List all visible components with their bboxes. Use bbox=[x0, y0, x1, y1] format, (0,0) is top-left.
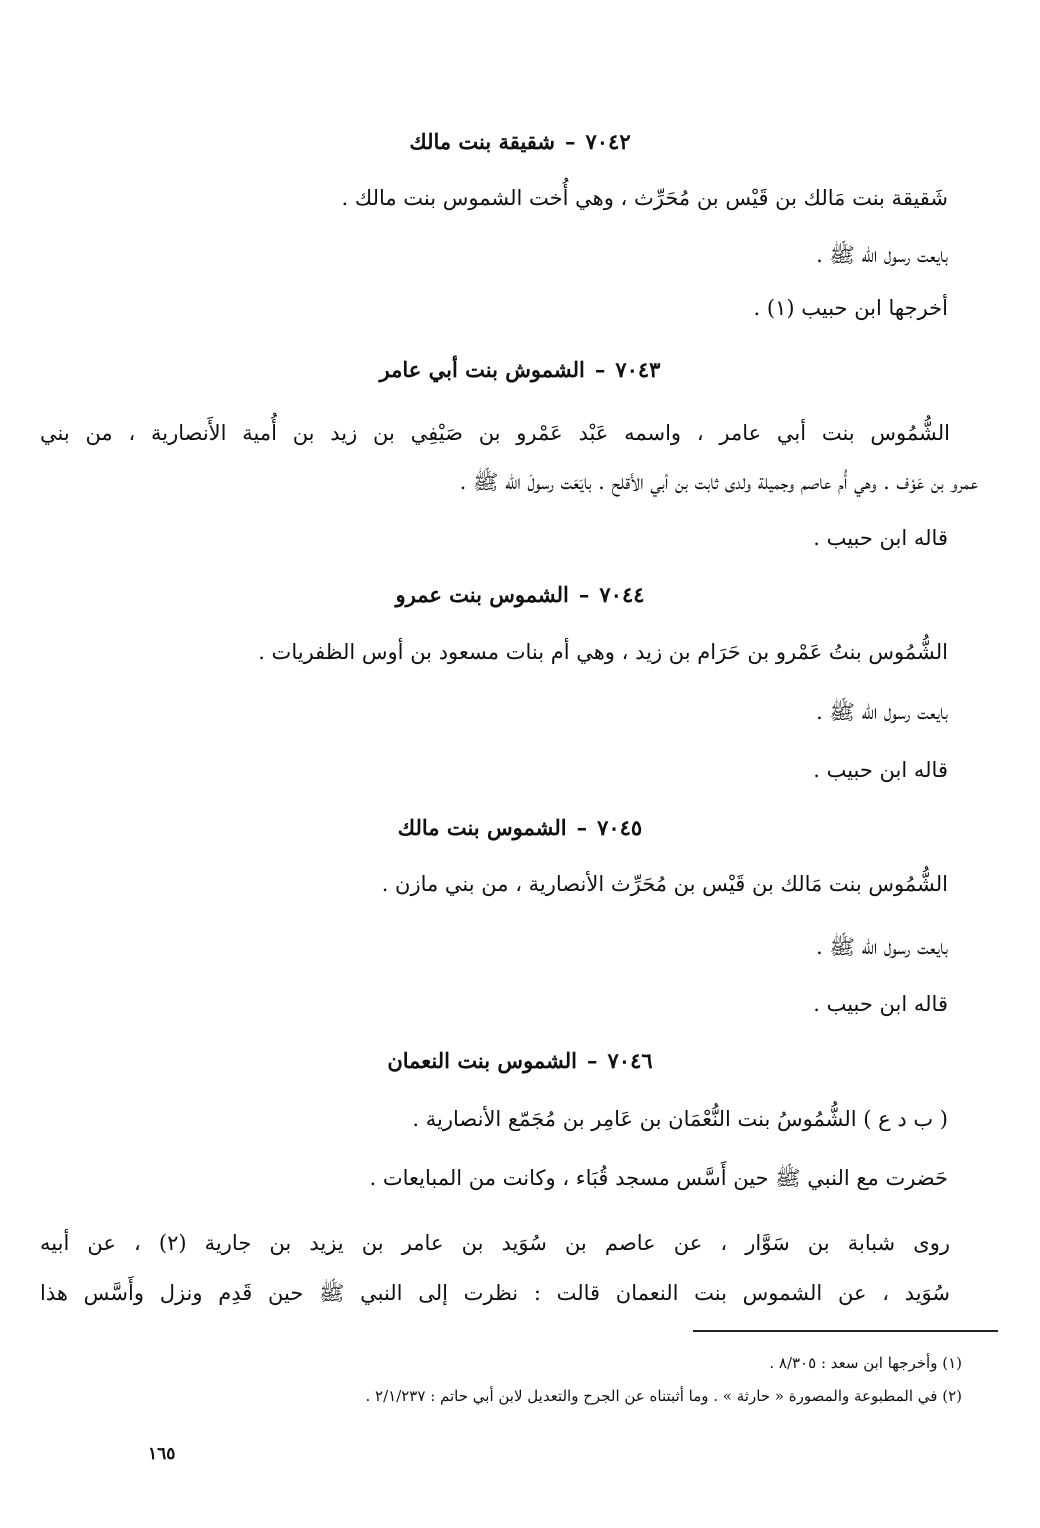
footnote-divider bbox=[693, 1330, 998, 1332]
entry-text-line: الشُّمُوس بنت أبي عامر ، واسمه عَبْد عَمْرو بن صَيْفِي بن زيد بن أُمية الأَنصارية ، من بني bbox=[40, 421, 950, 445]
entry-text-line: شَقيقة بنت مَالك بن قَيْس بن مُحَرِّث ، وهي أُخت الشموس بنت مالك . bbox=[341, 186, 948, 210]
entry-number: ٧٠٤٤ bbox=[599, 582, 645, 607]
entry-text-line: سُوَيد ، عن الشموس بنت النعمان قالت : نظرت إلى النبي ﷺ حين قَدِم ونزل وأَسَّس هذا bbox=[40, 1281, 950, 1305]
footnote: (٢) في المطبوعة والمصورة « حارثة » . وما أثبتناه عن الجرح والتعديل لابن أبي حاتم : ٢/١/٢٣٧ . bbox=[365, 1387, 962, 1405]
entry-title: الشموش بنت أبي عامر bbox=[379, 357, 585, 382]
entry-text-line: ( ب د ع ) الشُّمُوسُ بنت النُّعْمَان بن عَامِر بن مُجَمّع الأنصارية . bbox=[412, 1107, 948, 1131]
entry-text-line: قاله ابن حبيب . bbox=[813, 992, 948, 1016]
entry-heading: ٧٠٤٤–الشموس بنت عمرو bbox=[395, 582, 645, 607]
page-number: ١٦٥ bbox=[148, 1444, 176, 1464]
entry-heading: ٧٠٤٢–شقيقة بنت مالك bbox=[409, 129, 631, 154]
entry-text-line: بايعت رسول الله ﷺ . bbox=[816, 243, 948, 267]
entry-text-line: أخرجها ابن حبيب (١) . bbox=[753, 296, 948, 320]
entry-text-line: روى شبابة بن سَوَّار ، عن عاصم بن سُوَيد بن عامر بن يزيد بن جارية (٢) ، عن أبيه bbox=[40, 1231, 950, 1255]
entry-title: الشموس بنت عمرو bbox=[395, 582, 569, 607]
entry-title: الشموس بنت النعمان bbox=[387, 1048, 578, 1073]
entry-title: شقيقة بنت مالك bbox=[409, 129, 555, 154]
entry-text-line: قاله ابن حبيب . bbox=[813, 758, 948, 782]
entry-text-line: عمرو بن عَوْف . وهي أُم عاصم وجميلة ولدى ثابت بن أبي الأَقلح . بايَعَت رسولَ الله ﷺ . bbox=[459, 470, 978, 494]
footnote: (١) وأخرجها ابن سعد : ٨/٣٠٥ . bbox=[769, 1354, 962, 1372]
entry-text-line: حَضرت مع النبي ﷺ حين أَسَّس مسجد قُبَاء ، وكانت من المبايعات . bbox=[369, 1166, 948, 1190]
entry-number: ٧٠٤٢ bbox=[585, 129, 631, 154]
entry-number: ٧٠٤٦ bbox=[607, 1048, 653, 1073]
entry-heading: ٧٠٤٦–الشموس بنت النعمان bbox=[387, 1048, 653, 1073]
entry-text-line: قاله ابن حبيب . bbox=[813, 526, 948, 550]
entry-text-line: بايعت رسول الله ﷺ . bbox=[816, 935, 948, 959]
entry-heading: ٧٠٤٥–الشموس بنت مالك bbox=[397, 815, 643, 840]
entry-number: ٧٠٤٣ bbox=[615, 357, 661, 382]
entry-text-line: الشُّمُوس بنت مَالك بن قَيْس بن مُحَرِّث الأنصارية ، من بني مازن . bbox=[381, 872, 948, 896]
entry-heading: ٧٠٤٣–الشموش بنت أبي عامر bbox=[379, 357, 661, 382]
entry-text-line: بايعت رسول الله ﷺ . bbox=[816, 700, 948, 724]
entry-title: الشموس بنت مالك bbox=[397, 815, 567, 840]
entry-number: ٧٠٤٥ bbox=[597, 815, 643, 840]
entry-text-line: الشُّمُوس بنتُ عَمْرو بن حَرَام بن زيد ، وهي أم بنات مسعود بن أوس الظفريات . bbox=[258, 640, 948, 664]
